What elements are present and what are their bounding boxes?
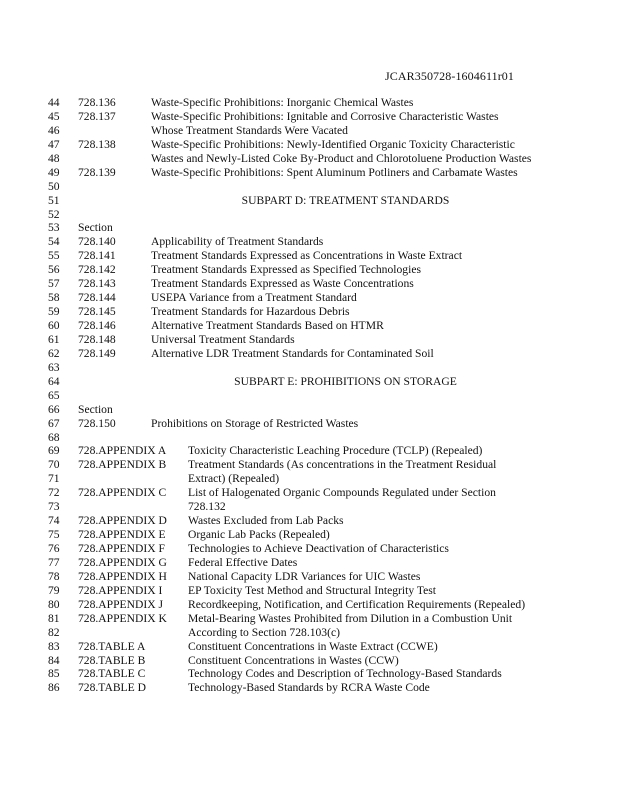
line-number: 81 [48, 611, 60, 625]
section-title: Treatment Standards Expressed as Specified Technologies [151, 263, 421, 277]
document-line [0, 166, 621, 180]
line-number: 58 [48, 291, 60, 305]
section-number: 728.141 [78, 249, 116, 263]
document-line [0, 570, 621, 584]
line-number: 63 [48, 360, 60, 374]
document-line [0, 514, 621, 528]
section-title: Treatment Standards Expressed as Waste Concentrations [151, 277, 414, 291]
section-number: 728.APPENDIX E [78, 528, 166, 542]
section-number: 728.150 [78, 416, 116, 430]
section-title: Technology-Based Standards by RCRA Waste Code [188, 681, 430, 695]
section-number: 728.APPENDIX A [78, 444, 167, 458]
document-line [0, 667, 621, 681]
section-title: Whose Treatment Standards Were Vacated [151, 123, 348, 137]
section-number: 728.APPENDIX H [78, 569, 167, 583]
document-line [0, 472, 621, 486]
section-number: 728.143 [78, 277, 116, 291]
line-number: 82 [48, 625, 60, 639]
document-line [0, 500, 621, 514]
line-number: 84 [48, 653, 60, 667]
document-line [0, 361, 621, 375]
document-line [0, 96, 621, 110]
document-line [0, 444, 621, 458]
document-line [0, 584, 621, 598]
line-number: 47 [48, 137, 60, 151]
table-of-contents [0, 96, 621, 695]
document-line [0, 152, 621, 166]
document-line [0, 249, 621, 263]
line-number: 64 [48, 374, 60, 388]
line-number: 55 [48, 249, 60, 263]
line-number: 80 [48, 597, 60, 611]
section-title: Applicability of Treatment Standards [151, 235, 324, 249]
section-title: Treatment Standards for Hazardous Debris [151, 305, 350, 319]
section-title: USEPA Variance from a Treatment Standard [151, 291, 357, 305]
section-number: 728.APPENDIX G [78, 555, 167, 569]
line-number: 57 [48, 277, 60, 291]
section-title: Recordkeeping, Notification, and Certification Requirements (Repealed) [188, 597, 526, 611]
line-number: 67 [48, 416, 60, 430]
section-number: 728.APPENDIX I [78, 583, 163, 597]
section-number: 728.139 [78, 165, 116, 179]
section-title: Waste-Specific Prohibitions: Newly-Identified Organic Toxicity Characteristic [151, 137, 515, 151]
section-title: Constituent Concentrations in Waste Extract (CCWE) [188, 639, 438, 653]
line-number: 60 [48, 319, 60, 332]
document-line [0, 208, 621, 222]
section-title: Waste-Specific Prohibitions: Ignitable and Corrosive Characteristic Wastes [151, 109, 499, 123]
subpart-heading: SUBPART E: PROHIBITIONS ON STORAGE [234, 374, 457, 388]
section-title: Metal-Bearing Wastes Prohibited from Dilution in a Combustion Unit [188, 611, 513, 625]
line-number: 59 [48, 305, 60, 319]
section-number: 728.APPENDIX J [78, 597, 164, 611]
section-number: 728.140 [78, 235, 116, 249]
subpart-heading: SUBPART D: TREATMENT STANDARDS [241, 193, 450, 207]
line-number: 78 [48, 569, 60, 583]
section-title: Constituent Concentrations in Wastes (CCW) [188, 653, 399, 667]
document-line [0, 431, 621, 445]
document-line [0, 458, 621, 472]
section-number: 728.TABLE A [78, 639, 146, 653]
section-title: EP Toxicity Test Method and Structural Integrity Test [188, 583, 436, 597]
document-line [0, 277, 621, 291]
line-number: 62 [48, 346, 60, 360]
line-number: 52 [48, 207, 60, 221]
document-line [0, 612, 621, 626]
document-line [0, 235, 621, 249]
document-line [0, 375, 621, 389]
section-title: Organic Lab Packs (Repealed) [188, 528, 330, 542]
section-title: Waste-Specific Prohibitions: Inorganic Chemical Wastes [151, 96, 414, 109]
line-number: 75 [48, 528, 60, 542]
section-title: Wastes Excluded from Lab Packs [188, 514, 344, 528]
document-id: JCAR350728-1604611r01 [385, 69, 514, 83]
section-title: Treatment Standards (As concentrations in the Treatment Residual [188, 458, 497, 472]
section-number: 728.142 [78, 263, 116, 277]
document-line [0, 528, 621, 542]
document-line [0, 486, 621, 500]
section-number: 728.138 [78, 137, 116, 151]
section-title: Alternative Treatment Standards Based on HTMR [151, 319, 384, 332]
document-line [0, 640, 621, 654]
line-number: 48 [48, 151, 60, 165]
section-number: 728.136 [78, 96, 116, 109]
section-number: 728.APPENDIX F [78, 542, 165, 555]
document-line [0, 263, 621, 277]
document-line [0, 556, 621, 570]
document-line [0, 654, 621, 668]
line-number: 45 [48, 109, 60, 123]
section-title: Prohibitions on Storage of Restricted Wastes [151, 416, 359, 430]
section-number: 728.145 [78, 305, 116, 319]
line-number: 53 [48, 221, 60, 235]
document-line [0, 598, 621, 612]
section-title: Toxicity Characteristic Leaching Procedure (TCLP) (Repealed) [188, 444, 483, 458]
section-number: 728.144 [78, 291, 116, 305]
document-line [0, 681, 621, 695]
line-number: 69 [48, 444, 60, 458]
section-title: Wastes and Newly-Listed Coke By-Product and Chlorotoluene Production Wastes [151, 151, 532, 165]
line-number: 77 [48, 555, 60, 569]
document-line [0, 138, 621, 152]
line-number: 83 [48, 639, 60, 653]
line-number: 68 [48, 430, 60, 444]
line-number: 73 [48, 500, 60, 514]
section-number: 728.TABLE C [78, 667, 146, 681]
document-line [0, 347, 621, 361]
line-number: 70 [48, 458, 60, 472]
document-line [0, 110, 621, 124]
section-number: 728.148 [78, 332, 116, 346]
section-number: 728.APPENDIX K [78, 611, 167, 625]
section-title: List of Halogenated Organic Compounds Regulated under Section [188, 486, 496, 500]
section-number: 728.APPENDIX C [78, 486, 167, 500]
section-title: Treatment Standards Expressed as Concentrations in Waste Extract [151, 249, 463, 263]
line-number: 66 [48, 402, 60, 416]
line-number: 65 [48, 388, 60, 402]
line-number: 54 [48, 235, 60, 249]
section-title: Federal Effective Dates [188, 555, 298, 569]
document-line [0, 542, 621, 556]
section-title: Technology Codes and Description of Technology-Based Standards [188, 667, 502, 681]
line-number: 85 [48, 667, 60, 681]
line-number: 71 [48, 472, 60, 486]
document-line [0, 333, 621, 347]
line-number: 44 [48, 96, 60, 109]
line-number: 74 [48, 514, 60, 528]
document-line [0, 291, 621, 305]
document-line [0, 221, 621, 235]
section-number: 728.146 [78, 319, 116, 332]
document-line [0, 319, 621, 333]
section-title: Extract) (Repealed) [188, 472, 280, 486]
section-title: Universal Treatment Standards [151, 332, 295, 346]
document-line [0, 180, 621, 194]
line-number: 76 [48, 542, 60, 555]
section-number: 728.149 [78, 346, 116, 360]
line-number: 79 [48, 583, 60, 597]
section-title: According to Section 728.103(c) [188, 625, 340, 639]
line-number: 50 [48, 179, 60, 193]
section-number: 728.APPENDIX B [78, 458, 167, 472]
section-number: 728.TABLE D [78, 681, 146, 695]
document-line [0, 626, 621, 640]
line-number: 46 [48, 123, 60, 137]
line-number: 49 [48, 165, 60, 179]
section-number: Section [78, 402, 113, 416]
document-line [0, 194, 621, 208]
section-number: 728.APPENDIX D [78, 514, 167, 528]
section-title: Alternative LDR Treatment Standards for Contaminated Soil [151, 346, 434, 360]
section-title: Waste-Specific Prohibitions: Spent Aluminum Potliners and Carbamate Wastes [151, 165, 518, 179]
section-title: Technologies to Achieve Deactivation of Characteristics [188, 542, 449, 555]
line-number: 86 [48, 681, 60, 695]
section-number: Section [78, 221, 113, 235]
line-number: 51 [48, 193, 60, 207]
document-line [0, 403, 621, 417]
section-title: National Capacity LDR Variances for UIC Wastes [188, 569, 421, 583]
section-title: 728.132 [188, 500, 226, 514]
line-number: 72 [48, 486, 60, 500]
document-line [0, 124, 621, 138]
section-number: 728.TABLE B [78, 653, 146, 667]
line-number: 61 [48, 332, 60, 346]
document-line [0, 305, 621, 319]
document-line [0, 417, 621, 431]
document-line [0, 389, 621, 403]
line-number: 56 [48, 263, 60, 277]
section-number: 728.137 [78, 109, 116, 123]
